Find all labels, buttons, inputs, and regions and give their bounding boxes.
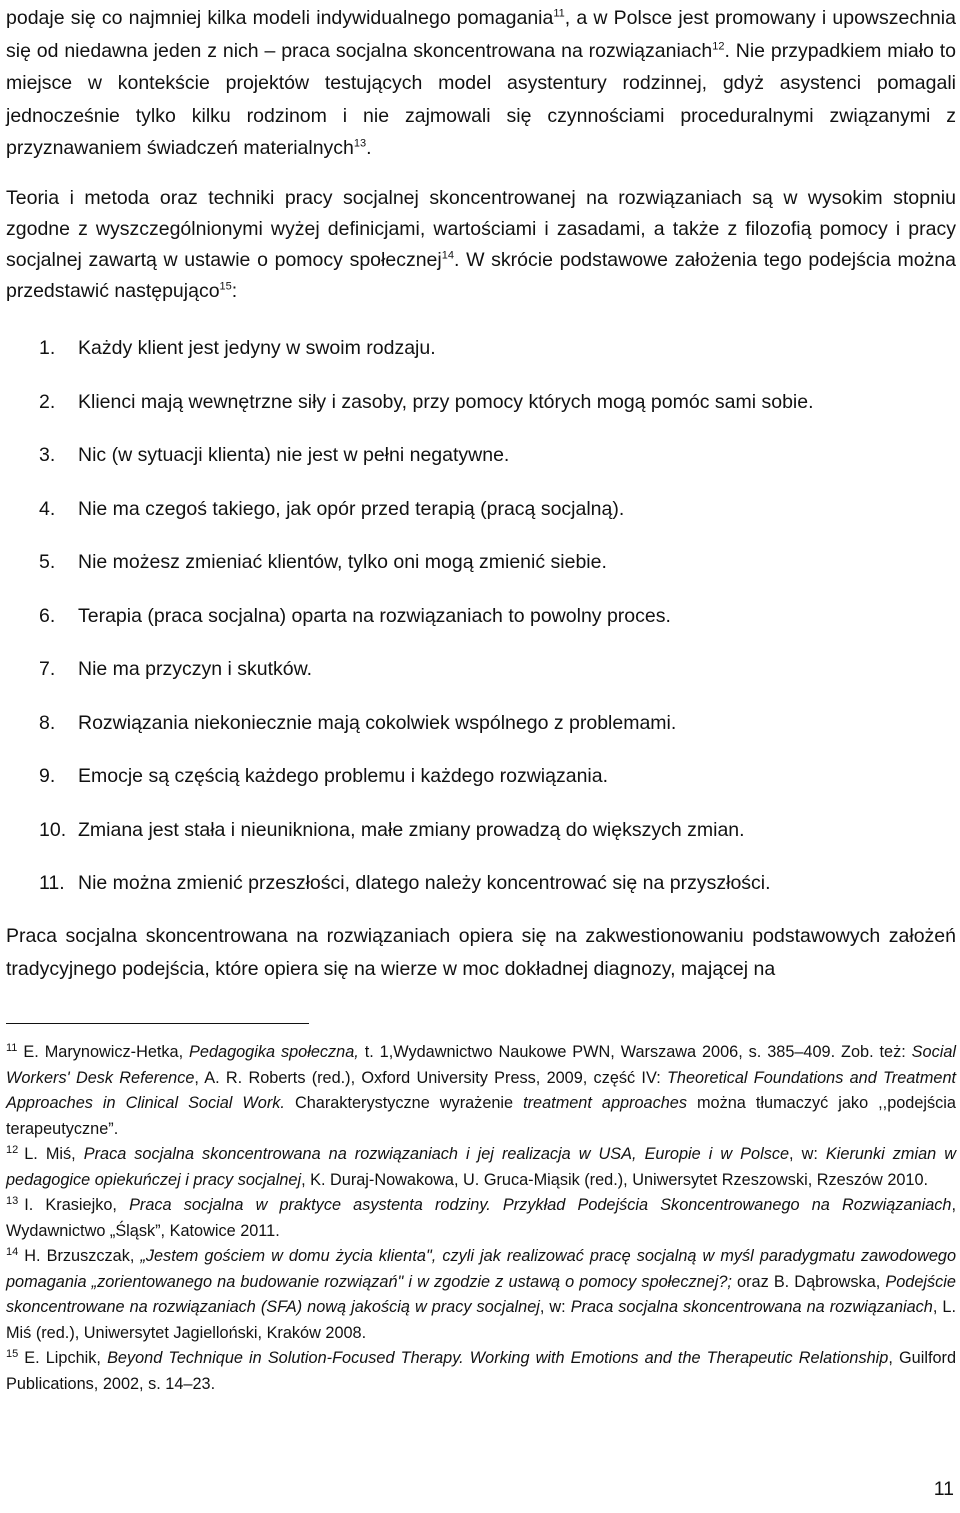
footnote-text: , Wydawnictwo „Śląsk”, Katowice 2011. [6,1196,956,1240]
list-item [39,386,939,440]
footnote-title: Pedagogika społeczna, [189,1043,359,1061]
list-item [39,600,939,654]
footnote-title: Kierunki zmian w pedagogice opiekuńczej i pracy socjalnej [6,1145,956,1189]
footnote-text: , L. Miś (red.), Uniwersytet Jagielloński, Kraków 2008. [6,1298,956,1342]
footnote-text: L. Miś, [24,1145,84,1163]
footnote-text: , K. Duraj-Nowakowa, U. Gruca-Miąsik (red.), Uniwersytet Rzeszowski, Rzeszów 2010. [301,1170,929,1189]
paragraph-text: Teoria i metoda oraz techniki pracy socjalnej skoncentrowanej na rozwiązaniach są w wysokim stopniu zgodne z wyszczególnionymi wyżej definicjami, wartościami i zasadami, a także z filozofią pomocy i pracy socjalnej zawartą w ustawie o pomocy społecznej [6,187,956,271]
footnote-text: E. Lipchik, [24,1349,108,1367]
footnote-text: , w: [539,1298,571,1316]
list-number: 1. [39,337,56,359]
footnote-number: 13 [6,1194,19,1207]
footnote-title: Praca socjalna w praktyce asystenta rodziny. Przykład Podejścia Skoncentrowanego na Rozwiązaniach [129,1196,952,1214]
list-number: 3. [39,444,56,466]
list-number: 9. [39,765,56,787]
list-item-text: Każdy klient jest jedyny w swoim rodzaju. [78,337,436,359]
list-item [39,814,939,868]
footnote-text: I. Krasiejko, [24,1196,130,1214]
footnote-title: treatment approaches [523,1094,687,1112]
footnote-ref-11[interactable]: 11 [553,7,565,20]
footnote-text: można tłumaczyć jako ,,podejścia terapeutyczne”. [6,1094,956,1138]
footnote-number: 11 [6,1041,18,1054]
list-number: 11. [39,872,65,894]
list-item-text: Nic (w sytuacji klienta) nie jest w pełni negatywne. [78,444,510,466]
paragraph-3: Praca socjalna skoncentrowana na rozwiązaniach opiera się na zakwestionowaniu podstawowych założeń tradycyjnego podejścia, które opiera się na wierze w moc dokładnej diagnozy, mającej na [6,925,956,980]
paragraph-text: . [366,137,372,159]
footnote-number: 15 [6,1347,19,1360]
footnote-title: Theoretical Foundations and Treatment Approaches in Clinical Social Work. [6,1068,957,1112]
list-item-text: Terapia (praca socjalna) oparta na rozwiązaniach to powolny proces. [78,604,671,627]
list-item [39,760,939,814]
list-number: 2. [39,390,56,413]
footnote-number: 12 [6,1143,19,1156]
list-number: 5. [39,551,56,573]
list-item [39,546,939,600]
list-number: 10. [39,818,67,841]
list-item [39,653,939,707]
list-item [39,332,939,386]
footnote-text: t. 1,Wydawnictwo Naukowe PWN, Warszawa 2006, s. 385–409. Zob. też: [358,1043,912,1061]
paragraph-2 [6,183,956,307]
footnote-title: Social Workers' Desk Reference [6,1043,957,1087]
assumptions-list [39,332,939,921]
footnotes [6,1040,956,1397]
footnote-text: , Guilford Publications, 2002, s. 14–23. [6,1349,957,1393]
paragraph-text: : [231,280,238,302]
list-number: 6. [39,604,56,627]
page-number: 11 [933,1478,954,1500]
footnote-11 [6,1040,956,1142]
list-item-text: Nie można zmienić przeszłości, dlatego należy koncentrować się na przyszłości. [78,872,771,894]
list-number: 7. [39,658,56,680]
footnote-title: Praca socjalna skoncentrowana na rozwiązaniach i jej realizacja w USA, Europie i w Polsce [83,1145,790,1163]
footnote-ref-12[interactable]: 12 [712,40,725,52]
footnote-13 [6,1193,956,1244]
list-item-text: Rozwiązania niekoniecznie mają cokolwiek wspólnego z problemami. [78,711,677,734]
footnote-text: , w: [789,1145,826,1163]
footnote-number: 14 [6,1245,19,1258]
footnote-text: , A. R. Roberts (red.), Oxford University Press, 2009, część IV: [194,1068,667,1087]
list-item [39,707,939,761]
list-item [39,493,939,547]
footnote-title: Beyond Technique in Solution-Focused Therapy. Working with Emotions and the Therapeutic Relationship [107,1349,889,1367]
footnote-title: Praca socjalna skoncentrowana na rozwiązaniach [570,1298,933,1316]
footnote-text: oraz B. Dąbrowska, [731,1272,886,1291]
list-item [39,439,939,493]
paragraph-1 [6,2,956,165]
footnote-title: „Jestem gościem w domu życia klienta", czyli jak realizować pracę socjalną w myśl paradygmatu zawodowego pomagania „zorientowanego na budowanie rozwiązań" i w zgodzie z ustawą o pomocy społecznej?; [6,1247,956,1291]
list-item-text: Klienci mają wewnętrzne siły i zasoby, przy pomocy których mogą pomóc sami sobie. [78,390,814,413]
list-item-text: Nie ma czegoś takiego, jak opór przed terapią (pracą socjalną). [78,497,625,520]
footnote-ref-13[interactable]: 13 [353,137,367,150]
footnote-14 [6,1244,956,1346]
footnote-separator [6,1023,309,1024]
footnote-ref-15[interactable]: 15 [219,280,232,293]
list-item [39,867,939,921]
footnote-text: E. Marynowicz-Hetka, [23,1043,190,1061]
footnote-text: H. Brzuszczak, [24,1247,141,1265]
footnote-text: Charakterystyczne wyrażenie [284,1094,524,1112]
list-item-text: Zmiana jest stała i nieunikniona, małe zmiany prowadzą do większych zmian. [78,818,745,841]
footnote-12 [6,1142,956,1193]
list-item-text: Nie możesz zmieniać klientów, tylko oni mogą zmienić siebie. [78,551,607,573]
list-item-text: Nie ma przyczyn i skutków. [78,658,313,680]
paragraph-text: podaje się co najmniej kilka modeli indywidualnego pomagania [6,7,554,29]
paragraph-text: . W skrócie podstawowe założenia tego podejścia można przedstawić następująco [6,249,956,302]
paragraph-text: , a w Polsce jest promowany i upowszechnia się od niedawna jeden z nich – praca socjalna skoncentrowana na rozwiązaniach [6,7,956,62]
list-item-text: Emocje są częścią każdego problemu i każdego rozwiązania. [78,765,609,787]
footnote-ref-14[interactable]: 14 [441,249,454,262]
footnote-title: Podejście skoncentrowane na rozwiązaniach (SFA) nową jakością w pracy socjalnej [6,1272,956,1316]
list-number: 8. [39,711,56,734]
list-number: 4. [39,497,56,520]
footnote-15 [6,1346,956,1397]
paragraph-text: . Nie przypadkiem miało to miejsce w kontekście projektów testujących model asystentury rodzinnej, gdyż asystenci pomagali jednocześnie tylko kilku rodzinom i nie zajmowali się czynnościami proceduralnymi związanymi z przyznawaniem świadczeń materialnych [6,39,956,159]
